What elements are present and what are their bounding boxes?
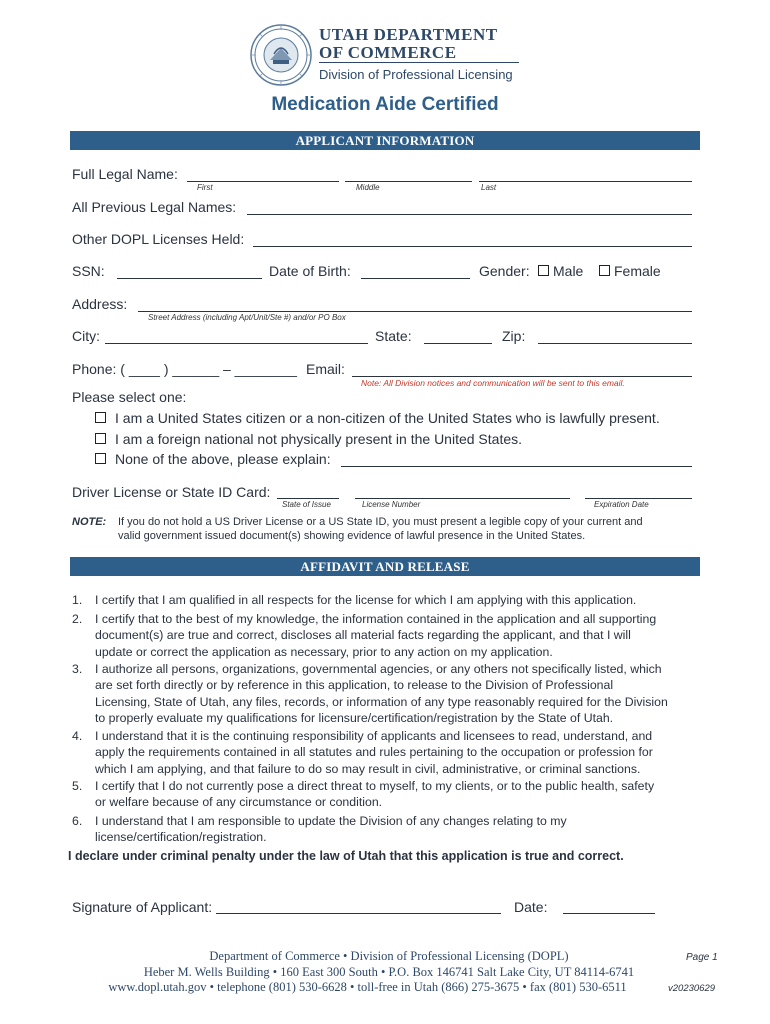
division-name: Division of Professional Licensing (319, 67, 513, 82)
address-field[interactable] (138, 311, 692, 312)
state-field[interactable] (424, 343, 492, 344)
affidavit-item-line: I certify that I do not currently pose a direct threat to myself, to my clients, or to the public health, safety (95, 779, 655, 793)
zip-label: Zip: (502, 328, 526, 344)
affidavit-item-line: update or correct the application as necessary, prior to any action on my application. (95, 644, 553, 659)
male-label: Male (553, 263, 584, 279)
other-licenses-label: Other DOPL Licenses Held: (72, 231, 245, 247)
ssn-label: SSN: (72, 263, 105, 279)
dob-field[interactable] (361, 278, 470, 279)
affidavit-item-text (95, 661, 700, 726)
date-field[interactable] (563, 913, 655, 914)
state-of-issue-field[interactable] (277, 498, 339, 499)
female-checkbox[interactable] (599, 265, 610, 276)
declaration: I declare under criminal penalty under the law of Utah that this application is true and correct. (68, 849, 624, 863)
affidavit-item-line: I understand that I am responsible to update the Division of any changes relating to my (95, 814, 567, 828)
address-caption: Street Address (including Apt/Unit/Ste #) and/or PO Box (148, 313, 346, 322)
org-name-line2: OF COMMERCE (319, 43, 457, 62)
signature-field[interactable] (216, 913, 501, 914)
state-of-issue-caption: State of Issue (282, 500, 331, 509)
foreign-national-option-label: I am a foreign national not physically present in the United States. (115, 431, 523, 447)
male-checkbox[interactable] (538, 265, 549, 276)
affidavit-item-line: which I am applying, and that failure to do so may result in civil, administrative, or criminal sanctions. (95, 761, 641, 776)
driver-license-label: Driver License or State ID Card: (72, 484, 271, 500)
affidavit-item-number: 2. (72, 612, 83, 626)
affidavit-item-line: I understand that it is the continuing responsibility of applicants and licensees to read, understand, and (95, 729, 653, 743)
affidavit-item-number: 5. (72, 779, 83, 793)
female-label: Female (614, 263, 661, 279)
affidavit-item-text (95, 592, 700, 608)
affidavit-item-number: 3. (72, 662, 83, 676)
affidavit-item-line: license/certification/registration. (95, 830, 267, 845)
last-name-field[interactable] (479, 181, 692, 182)
gender-label: Gender: (479, 263, 530, 279)
affidavit-item-number: 4. (72, 729, 83, 743)
affidavit-item-line: or welfare because of any circumstance or condition. (95, 795, 383, 810)
affidavit-item-line: Licensing, State of Utah, any files, records, or information of any type reasonably required for the Division (95, 694, 668, 709)
address-label: Address: (72, 296, 128, 312)
state-seal-icon (250, 24, 312, 86)
affidavit-item-line: to properly evaluate my qualifications for licensure/certification/registration by the State of Utah. (95, 710, 614, 725)
email-field[interactable] (352, 376, 692, 377)
city-label: City: (72, 328, 100, 344)
affidavit-item-line: apply the requirements contained in all statutes and rules pertaining to the occupation or profession for (95, 745, 653, 760)
citizen-option-label: I am a United States citizen or a non-citizen of the United States who is lawfully present. (115, 410, 660, 426)
previous-names-label: All Previous Legal Names: (72, 199, 237, 215)
select-one-label: Please select one: (72, 389, 187, 405)
ssn-field[interactable] (117, 278, 262, 279)
section-header-applicant: APPLICANT INFORMATION (70, 132, 700, 150)
affidavit-item-line: I certify that to the best of my knowledge, the information contained in the application and all supporting (95, 612, 657, 626)
affidavit-item-line: document(s) are true and correct, discloses all material facts regarding the applicant, and that I will (95, 628, 631, 643)
date-label: Date: (514, 899, 548, 915)
note-text-line2: valid government issued document(s) showing evidence of lawful presence in the United States. (118, 530, 586, 542)
section-header-affidavit: AFFIDAVIT AND RELEASE (70, 558, 700, 576)
none-of-above-checkbox[interactable] (95, 453, 106, 464)
previous-names-field[interactable] (247, 214, 692, 215)
note-label: NOTE: (72, 516, 107, 528)
affidavit-item-text (95, 813, 700, 846)
explain-field[interactable] (341, 466, 692, 467)
none-of-above-option-label: None of the above, please explain: (115, 451, 331, 467)
last-caption: Last (481, 183, 497, 192)
page-title: Medication Aide Certified (271, 94, 499, 115)
city-field[interactable] (105, 343, 368, 344)
full-name-label: Full Legal Name: (72, 166, 178, 182)
expiration-date-caption: Expiration Date (594, 500, 649, 509)
citizen-checkbox[interactable] (95, 412, 106, 423)
affidavit-item-text (95, 611, 700, 660)
affidavit-item-line: I authorize all persons, organizations, governmental agencies, or any others not specifically listed, which (95, 662, 662, 676)
affidavit-item-line: I certify that I am qualified in all respects for the license for which I am applying with this application. (95, 593, 637, 607)
affidavit-item-number: 1. (72, 593, 83, 607)
middle-name-field[interactable] (345, 181, 472, 182)
phone-label[interactable]: Phone: ( ____ ) ______ – ________ (72, 361, 297, 377)
page-number: Page 1 (686, 952, 718, 963)
affidavit-item-line: are set forth directly or by reference in this application, to release to the Division of Professional (95, 678, 614, 693)
email-label: Email: (306, 361, 345, 377)
affidavit-item-number: 6. (72, 814, 83, 828)
note-text-line1: If you do not hold a US Driver License or a US State ID, you must present a legible copy of your current and (118, 516, 643, 528)
middle-caption: Middle (356, 183, 380, 192)
email-note: Note: All Division notices and communication will be sent to this email. (361, 378, 625, 388)
affidavit-item-text (95, 728, 700, 777)
license-number-caption: License Number (362, 500, 421, 509)
footer-line2: Heber M. Wells Building • 160 East 300 South • P.O. Box 146741 Salt Lake City, UT 84114-6741 (143, 965, 635, 979)
zip-field[interactable] (538, 343, 692, 344)
affidavit-item-text (95, 778, 700, 811)
footer-line1: Department of Commerce • Division of Professional Licensing (DOPL) (209, 949, 569, 963)
version-number: v20230629 (668, 983, 716, 994)
license-number-field[interactable] (355, 498, 570, 499)
other-licenses-field[interactable] (253, 246, 692, 247)
expiration-date-field[interactable] (585, 498, 692, 499)
dob-label: Date of Birth: (269, 263, 351, 279)
first-caption: First (197, 183, 213, 192)
org-name-line1: UTAH DEPARTMENT (319, 25, 498, 44)
state-label: State: (375, 328, 412, 344)
footer-line3: www.dopl.utah.gov • telephone (801) 530-6628 • toll-free in Utah (866) 275-3675 • fax (801) 530-6511 (108, 980, 627, 994)
signature-label: Signature of Applicant: (72, 899, 213, 915)
first-name-field[interactable] (187, 181, 339, 182)
foreign-national-checkbox[interactable] (95, 433, 106, 444)
